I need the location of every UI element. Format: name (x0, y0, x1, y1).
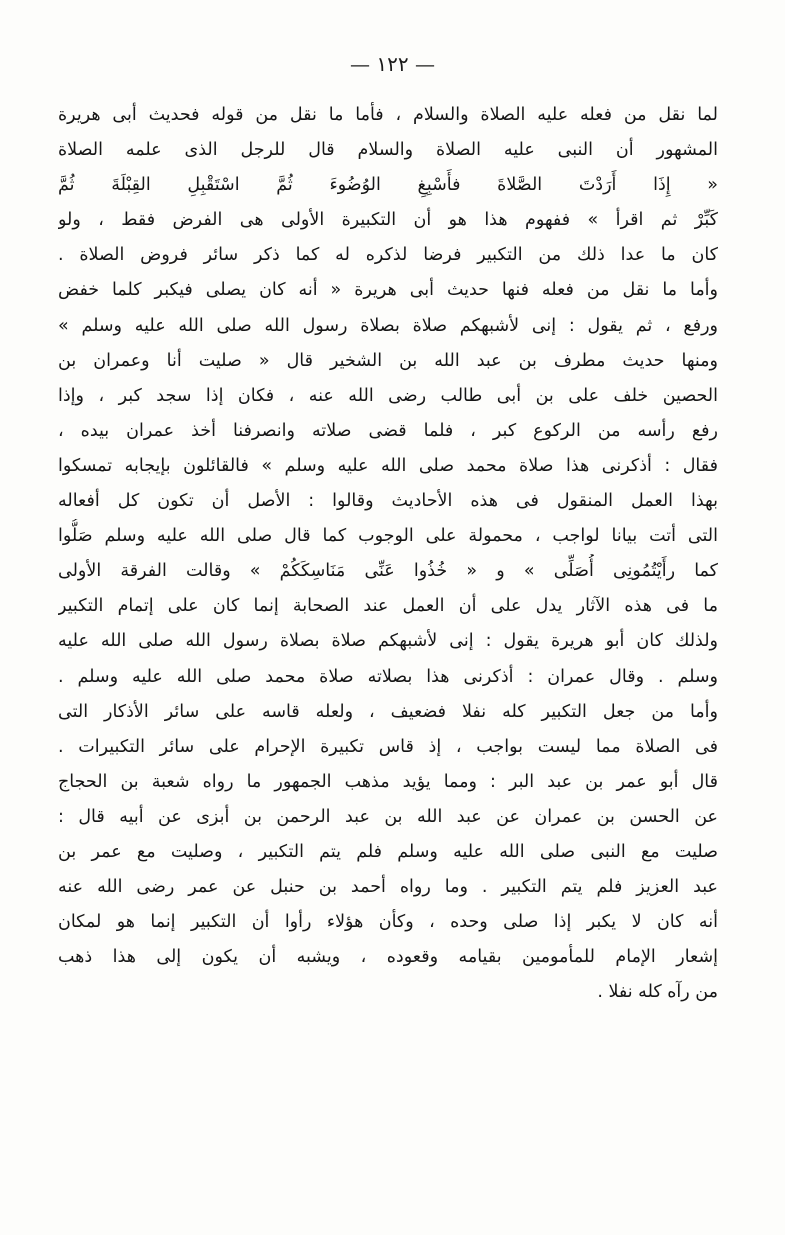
text-line: وأما ما نقل من فعله فنها حديث أبى هريرة « أنه كان يصلى فيكبر كلما خفض (58, 280, 718, 301)
text-line: المشهور أن النبى عليه الصلاة والسلام قال للرجل الذى علمه الصلاة (58, 140, 718, 161)
text-line: « إِذَا أَرَدْتَ الصَّلاةَ فأَسْبِغِ الوُضُوءَ ثُمَّ اسْتَقْبِلِ القِبْلَةَ ثُمَّ (58, 175, 718, 196)
text-line: ورفع ، ثم يقول : إنى لأشبهكم صلاة بصلاة رسول الله صلى الله عليه وسلم » (58, 315, 718, 336)
text-line: كما رأَيْتُمُونِى أُصَلِّى » و « خُذُوا عَنِّى مَنَاسِكَكُمْ » وقالت الفرقة الأولى (58, 561, 718, 582)
text-line: إشعار الإمام للمأمومين بقيامه وقعوده ، ويشبه أن يكون إلى هذا ذهب (58, 947, 718, 968)
text-line: رفع رأسه من الركوع كبر ، فلما قضى صلاته وانصرفنا أخذ عمران بيده ، (58, 420, 718, 441)
text-line: الحصين خلف على بن أبى طالب رضى الله عنه ، فكان إذا سجد كبر ، وإذا (58, 385, 718, 406)
text-line: من رآه كله نفلا . (597, 982, 718, 1003)
text-line: ومنها حديث مطرف بن عبد الله بن الشخير قال « صليت أنا وعمران بن (58, 350, 718, 371)
text-line: كان ما عدا ذلك من التكبير فرضا لذكره له كما ذكر سائر فروض الصلاة . (58, 245, 718, 266)
text-line: بهذا العمل المنقول فى هذه الأحاديث وقالوا : الأصل أن تكون كل أفعاله (58, 491, 718, 512)
text-line: ما فى هذه الآثار يدل على أن العمل عند الصحابة إنما كان على إتمام التكبير (58, 596, 718, 617)
text-line: عن الحسن بن عمران عن عبد الله بن عبد الرحمن بن أبزى عن أبيه قال : (58, 806, 718, 827)
text-line: وسلم . وقال عمران : أذكرنى هذا بصلاته صلاة محمد صلى الله عليه وسلم . (58, 666, 718, 687)
text-line: وأما من جعل التكبير كله نفلا فضعيف ، ولعله قاسه على سائر الأذكار التى (58, 701, 718, 722)
text-line: عبد العزيز فلم يتم التكبير . وما رواه أحمد بن حنبل عن عمر رضى الله عنه (58, 877, 718, 898)
text-line: التى أتت بيانا لواجب ، محمولة على الوجوب كما قال صلى الله عليه وسلم صَلُّوا (58, 526, 718, 547)
text-line: صليت مع النبى صلى الله عليه وسلم فلم يتم التكبير ، وصليت مع عمر بن (58, 841, 718, 862)
body-text (58, 98, 718, 1010)
text-line: فقال : أذكرنى هذا صلاة محمد صلى الله عليه وسلم » فالقائلون بإيجابه تمسكوا (58, 455, 718, 476)
text-line: فى الصلاة مما ليست بواجب ، إذ قاس تكبيرة الإحرام على سائر التكبيرات . (58, 736, 718, 757)
text-line: أنه كان لا يكبر إذا صلى وحده ، وكأن هؤلاء رأوا أن التكبير إنما هو لمكان (58, 912, 718, 933)
text-line: كَبِّرْ ثم اقرأ » ففهوم هذا هو أن التكبيرة الأولى هى الفرض فقط ، ولو (58, 210, 718, 231)
text-line: لما نقل من فعله عليه الصلاة والسلام ، فأما ما نقل من قوله فحديث أبى هريرة (58, 105, 718, 125)
text-line: ولذلك كان أبو هريرة يقول : إنى لأشبهكم صلاة بصلاة رسول الله صلى الله عليه (58, 631, 718, 652)
page-number: — ١٢٢ — (350, 52, 435, 76)
text-line: قال أبو عمر بن عبد البر : ومما يؤيد مذهب الجمهور ما رواه شعبة بن الحجاج (58, 771, 718, 792)
